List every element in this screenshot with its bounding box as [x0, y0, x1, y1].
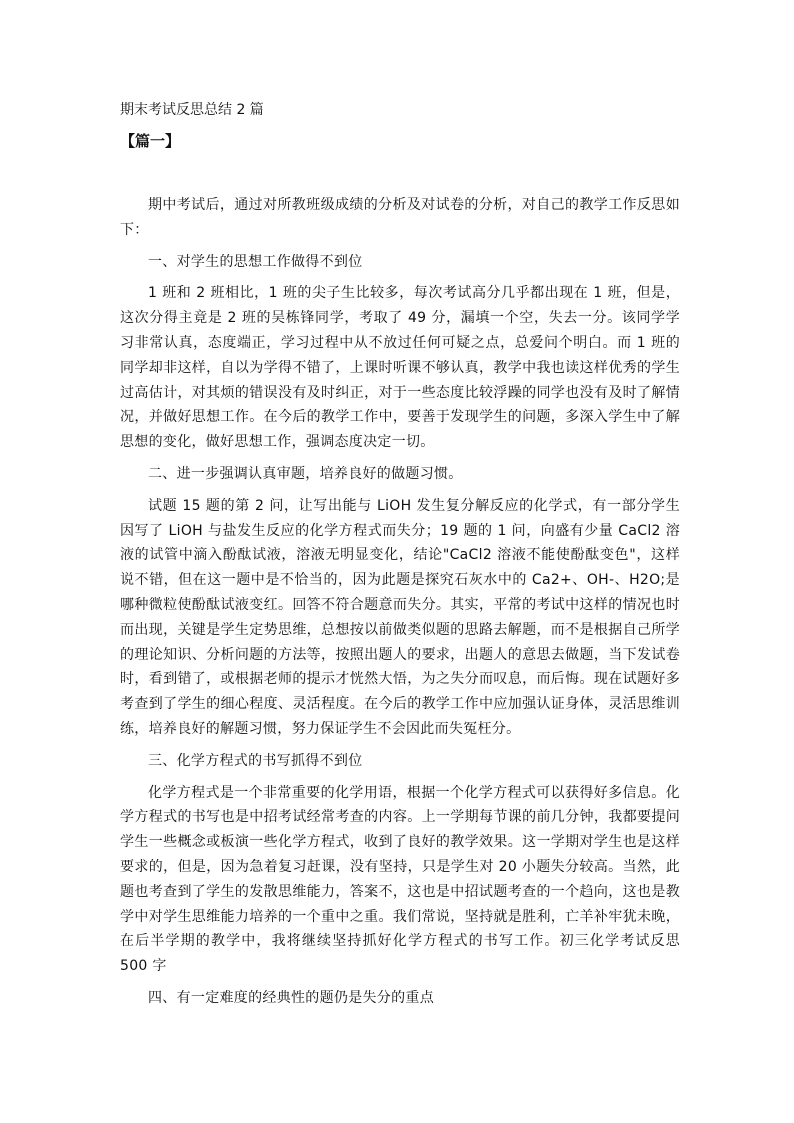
document-body — [120, 193, 680, 1018]
paragraph-one: 1 班和 2 班相比，1 班的尖子生比较多，每次考试高分几乎都出现在 1 班，但是，这次分得主竟是 2 班的吴栋锋同学，考取了 49 分，漏填一个空，失去一分。该同学学习非常认真，态度端正，学习过程中从不放过任何可疑之点，总爱问个明白。而 1 班的同学却非这样，自以为学得不错了，上课时听课不够认真，教学中我也读这样优秀的学生过高估计，对其烦的错误没有及时纠正，对于一些态度比较浮躁的同学也没有及时了解情况，并做好思想工作。在今后的教学工作中，要善于发现学生的问题，多深入学生中了解思想的变化，做好思想工作，强调态度决定一切。 — [120, 285, 680, 451]
heading-two: 二、进一步强调认真审题，培养良好的做题习惯。 — [148, 465, 463, 482]
paragraph-intro: 期中考试后，通过对所教班级成绩的分析及对试卷的分析，对自己的教学工作反思如下： — [120, 197, 680, 238]
heading-one: 一、对学生的思想工作做得不到位 — [148, 253, 363, 270]
paragraph-two: 试题 15 题的第 2 问，让写出能与 LiOH 发生复分解反应的化学式，有一部分学生因写了 LiOH 与盐发生反应的化学方程式而失分；19 题的 1 问，向盛有少量 CaCl2 溶液的试管中滴入酚酞试液，溶液无明显变化，结论"CaCl2 溶液不能使酚酞变色"，这样说不错，但在这一题中是不恰当的，因为此题是探究石灰水中的 Ca2+、OH-、H2O;是哪种微粒使酚酞试液变红。回答不符合题意而失分。其实，平常的考试中这样的情况也时而出现，关键是学生定势思维，总想按以前做类似题的思路去解题，而不是根据自己所学的理论知识、分析问题的方法等，按照出题人的要求，出题人的意思去做题，当下发试卷时，看到错了，或根据老师的提示才恍然大悟，为之失分而叹息，而后悔。现在试题好多考查到了学生的细心程度、灵活程度。在今后的教学工作中应加强认证身体，灵活思维训练，培养良好的解题习惯，努力保证学生不会因此而失冤枉分。 — [120, 497, 680, 737]
document-title: 期末考试反思总结 2 篇 — [120, 102, 264, 118]
paragraph-three: 化学方程式是一个非常重要的化学用语，根据一个化学方程式可以获得好多信息。化学方程式的书写也是中招考试经常考查的内容。上一学期每节课的前几分钟，我都要提问学生一些概念或板演一些化学方程式，收到了良好的教学效果。这一学期对学生也是这样要求的，但是，因为急着复习赶课，没有坚持，只是学生对 20 小题失分较高。当然，此题也考查到了学生的发散思维能力，答案不，这也是中招试题考查的一个趋向，这也是教学中对学生思维能力培养的一个重中之重。我们常说，坚持就是胜利，亡羊补牢犹未晚，在后半学期的教学中，我将继续坚持抓好化学方程式的书写工作。初三化学考试反思 500 字 — [120, 784, 680, 975]
section-heading: 【篇一】 — [120, 132, 181, 150]
heading-three: 三、化学方程式的书写抓得不到位 — [148, 752, 363, 769]
heading-four: 四、有一定难度的经典性的题仍是失分的重点 — [148, 989, 434, 1006]
